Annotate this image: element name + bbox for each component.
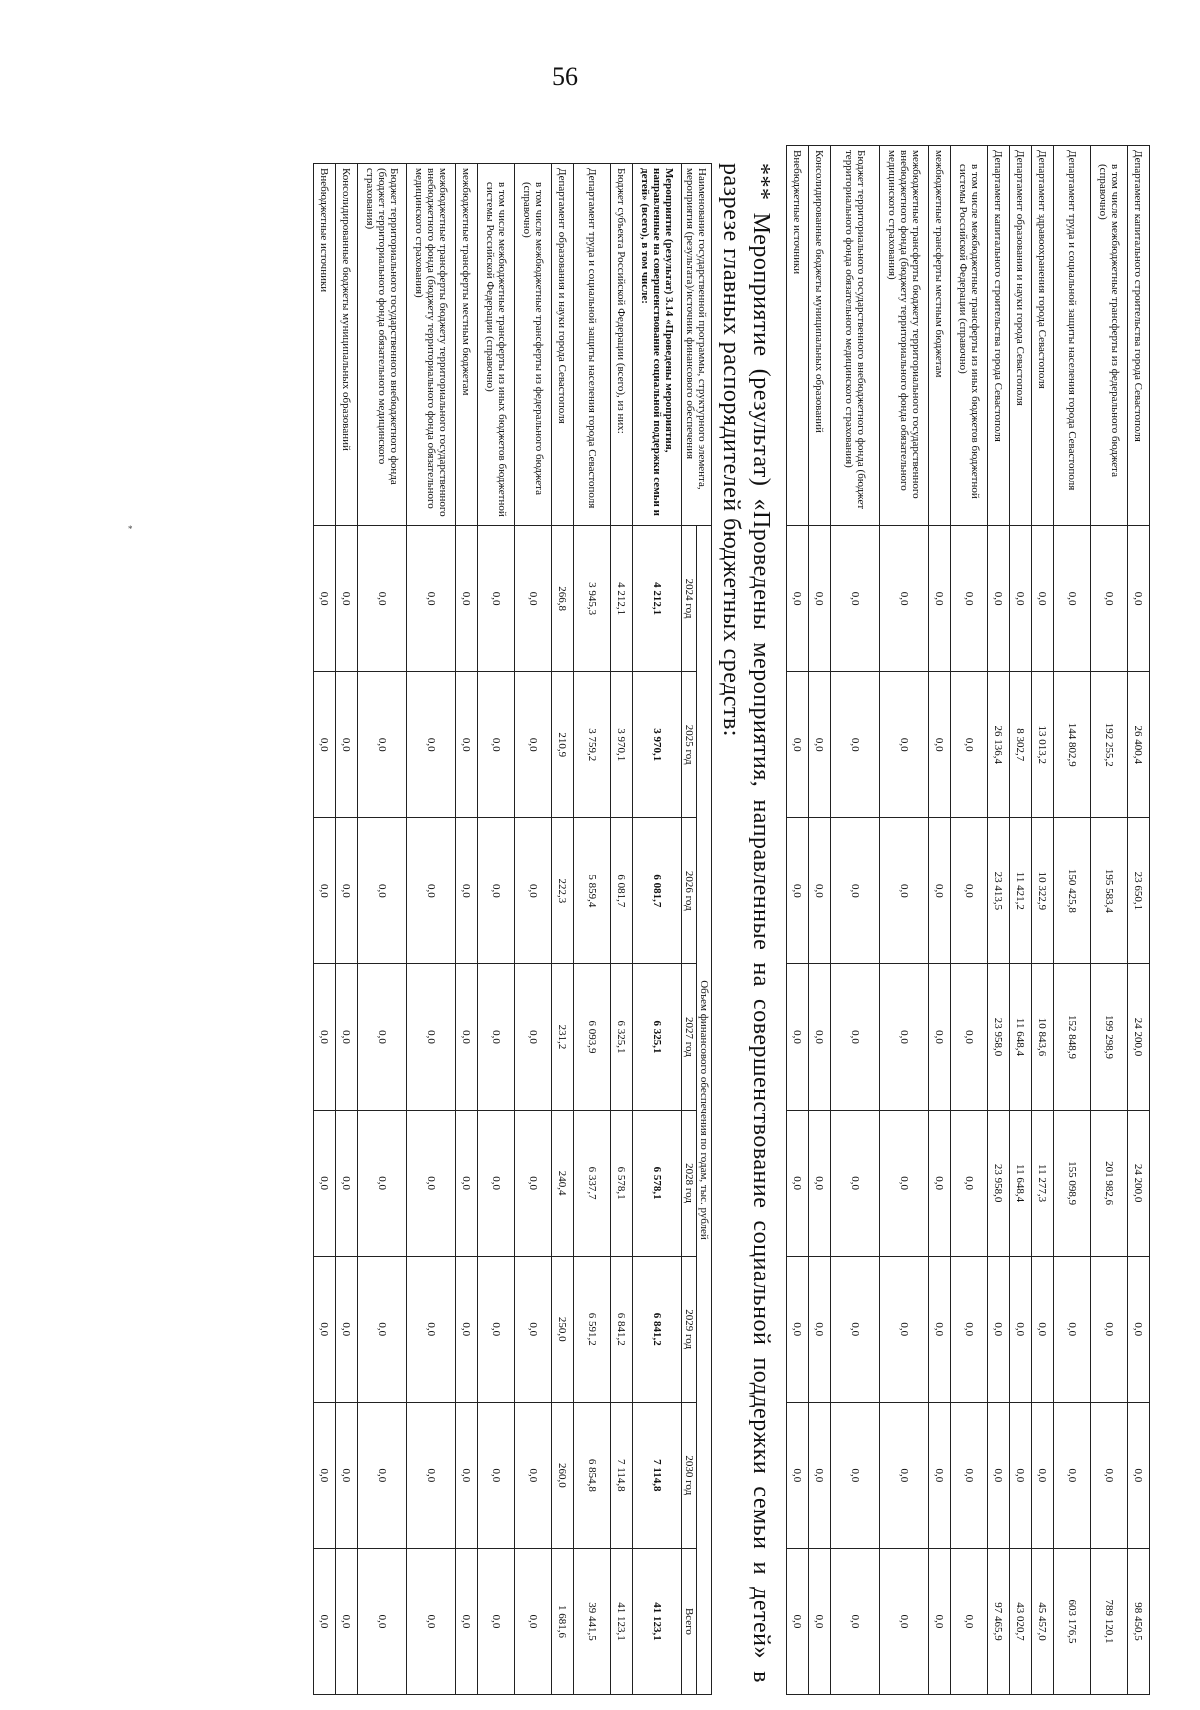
cell-value: 5 859,4 xyxy=(574,818,611,964)
cell-value: 0,0 xyxy=(456,1548,478,1694)
cell-value: 0,0 xyxy=(951,526,988,672)
cell-value: 0,0 xyxy=(1128,1402,1150,1548)
cell-value: 0,0 xyxy=(809,1110,831,1256)
cell-value: 0,0 xyxy=(880,672,929,818)
cell-value: 6 841,2 xyxy=(611,1256,633,1402)
cell-value: 144 802,9 xyxy=(1054,672,1091,818)
cell-value: 0,0 xyxy=(787,526,809,672)
row-label: Бюджет субъекта Российской Федерации (всего), из них: xyxy=(611,164,633,526)
cell-value: 0,0 xyxy=(988,1402,1010,1548)
cell-value: 0,0 xyxy=(407,526,456,672)
cell-value: 0,0 xyxy=(831,1402,880,1548)
year-header: 2024 год xyxy=(682,526,697,672)
cell-value: 0,0 xyxy=(314,1402,336,1548)
cell-value: 250,0 xyxy=(552,1256,574,1402)
cell-value: 0,0 xyxy=(515,1110,552,1256)
cell-value: 0,0 xyxy=(336,672,358,818)
table-row xyxy=(809,146,831,1695)
table-row xyxy=(951,146,988,1695)
cell-value: 0,0 xyxy=(1010,1256,1032,1402)
cell-value: 0,0 xyxy=(314,818,336,964)
cell-value: 0,0 xyxy=(407,1256,456,1402)
row-label: в том числе межбюджетные трансферты из иных бюджетов бюджетной системы Российской Федерации (справочно) xyxy=(478,164,515,526)
row-label: межбюджетные трансферты бюджету территориального государственного внебюджетного фонда (бюджету территориального фонда обязательного медицинского страхования) xyxy=(407,164,456,526)
cell-value: 0,0 xyxy=(336,964,358,1110)
table-row xyxy=(1128,146,1150,1695)
cell-value: 0,0 xyxy=(478,672,515,818)
cell-value: 260,0 xyxy=(552,1402,574,1548)
cell-value: 45 457,0 xyxy=(1032,1548,1054,1694)
cell-value: 0,0 xyxy=(515,1548,552,1694)
cell-value: 0,0 xyxy=(787,964,809,1110)
table-row xyxy=(611,164,633,1695)
section-heading: *** Мероприятие (результат) «Проведены мероприятия, направленные на совершенствование социальной поддержки семьи и детей» в разрезе главных распорядителей бюджетных средств: xyxy=(718,163,774,1683)
cell-value: 199 298,9 xyxy=(1091,964,1128,1110)
cell-value: 0,0 xyxy=(456,818,478,964)
cell-value: 0,0 xyxy=(314,1110,336,1256)
measure-3-14-table xyxy=(313,163,712,1695)
cell-value: 23 650,1 xyxy=(1128,818,1150,964)
cell-value: 0,0 xyxy=(478,1256,515,1402)
cell-value: 0,0 xyxy=(929,1548,951,1694)
budget-table-continued xyxy=(786,145,1150,1695)
cell-value: 6 591,2 xyxy=(574,1256,611,1402)
cell-value: 0,0 xyxy=(314,964,336,1110)
cell-value: 3 970,1 xyxy=(611,672,633,818)
cell-value: 0,0 xyxy=(478,526,515,672)
cell-value: 6 325,1 xyxy=(611,964,633,1110)
cell-value: 0,0 xyxy=(478,818,515,964)
table-row xyxy=(633,164,682,1695)
cell-value: 3 945,3 xyxy=(574,526,611,672)
table-row xyxy=(358,164,407,1695)
row-label: в том числе межбюджетные трансферты из иных бюджетов бюджетной системы Российской Федерации (справочно) xyxy=(951,146,988,526)
cell-value: 0,0 xyxy=(951,1110,988,1256)
cell-value: 0,0 xyxy=(787,1110,809,1256)
cell-value: 0,0 xyxy=(809,1548,831,1694)
cell-value: 0,0 xyxy=(336,1256,358,1402)
cell-value: 0,0 xyxy=(336,818,358,964)
cell-value: 6 578,1 xyxy=(633,1110,682,1256)
row-label: Мероприятие (результат) 3.14 «Проведены мероприятия, направленные на совершенствование социальной поддержки семьи и детей» (всего), в том числе: xyxy=(633,164,682,526)
cell-value: 97 465,9 xyxy=(988,1548,1010,1694)
cell-value: 41 123,1 xyxy=(611,1548,633,1694)
cell-value: 789 120,1 xyxy=(1091,1548,1128,1694)
cell-value: 0,0 xyxy=(929,526,951,672)
cell-value: 0,0 xyxy=(336,526,358,672)
cell-value: 0,0 xyxy=(1091,1402,1128,1548)
cell-value: 0,0 xyxy=(809,818,831,964)
year-header: 2028 год xyxy=(682,1110,697,1256)
table-row xyxy=(929,146,951,1695)
cell-value: 11 421,2 xyxy=(1010,818,1032,964)
cell-value: 0,0 xyxy=(407,1548,456,1694)
cell-value: 0,0 xyxy=(1128,526,1150,672)
cell-value: 0,0 xyxy=(515,672,552,818)
cell-value: 0,0 xyxy=(988,1256,1010,1402)
cell-value: 222,3 xyxy=(552,818,574,964)
cell-value: 0,0 xyxy=(880,818,929,964)
cell-value: 8 302,7 xyxy=(1010,672,1032,818)
row-label: в том числе межбюджетные трансферты из федерального бюджета (справочно) xyxy=(1091,146,1128,526)
row-label: Департамент капитального строительства города Севастополя xyxy=(988,146,1010,526)
table-row xyxy=(314,164,336,1695)
cell-value: 0,0 xyxy=(831,1110,880,1256)
row-label: Департамент капитального строительства города Севастополя xyxy=(1128,146,1150,526)
cell-value: 266,8 xyxy=(552,526,574,672)
cell-value: 0,0 xyxy=(951,672,988,818)
cell-value: 0,0 xyxy=(515,964,552,1110)
cell-value: 4 212,1 xyxy=(633,526,682,672)
cell-value: 0,0 xyxy=(809,672,831,818)
cell-value: 0,0 xyxy=(407,818,456,964)
cell-value: 10 322,9 xyxy=(1032,818,1054,964)
cell-value: 0,0 xyxy=(929,1402,951,1548)
cell-value: 6 081,7 xyxy=(611,818,633,964)
row-label: Бюджет территориального государственного внебюджетного фонда (бюджет территориального фонда обязательного медицинского страхования) xyxy=(831,146,880,526)
cell-value: 0,0 xyxy=(929,818,951,964)
cell-value: 0,0 xyxy=(929,964,951,1110)
cell-value: 152 848,9 xyxy=(1054,964,1091,1110)
cell-value: 0,0 xyxy=(456,964,478,1110)
cell-value: 26 400,4 xyxy=(1128,672,1150,818)
cell-value: 4 212,1 xyxy=(611,526,633,672)
cell-value: 231,2 xyxy=(552,964,574,1110)
cell-value: 6 578,1 xyxy=(611,1110,633,1256)
cell-value: 195 583,4 xyxy=(1091,818,1128,964)
cell-value: 6 841,2 xyxy=(633,1256,682,1402)
cell-value: 0,0 xyxy=(358,1402,407,1548)
cell-value: 6 337,7 xyxy=(574,1110,611,1256)
cell-value: 0,0 xyxy=(478,1110,515,1256)
cell-value: 11 277,3 xyxy=(1032,1110,1054,1256)
cell-value: 0,0 xyxy=(314,672,336,818)
cell-value: 0,0 xyxy=(787,818,809,964)
cell-value: 0,0 xyxy=(407,964,456,1110)
cell-value: 0,0 xyxy=(456,1402,478,1548)
cell-value: 0,0 xyxy=(1010,1402,1032,1548)
cell-value: 155 098,9 xyxy=(1054,1110,1091,1256)
cell-value: 0,0 xyxy=(951,1256,988,1402)
cell-value: 0,0 xyxy=(515,818,552,964)
cell-value: 11 648,4 xyxy=(1010,1110,1032,1256)
cell-value: 0,0 xyxy=(456,1110,478,1256)
cell-value: 0,0 xyxy=(478,1402,515,1548)
cell-value: 0,0 xyxy=(831,964,880,1110)
row-label: межбюджетные трансферты местным бюджетам xyxy=(456,164,478,526)
column-header-name: Наименование государственной программы, структурного элемента, мероприятия (результата)/источник финансового обеспечения xyxy=(682,164,712,526)
cell-value: 0,0 xyxy=(880,964,929,1110)
row-label: Департамент здравоохранения города Севастополя xyxy=(1032,146,1054,526)
cell-value: 6 081,7 xyxy=(633,818,682,964)
cell-value: 0,0 xyxy=(880,1256,929,1402)
cell-value: 0,0 xyxy=(407,672,456,818)
row-label: межбюджетные трансферты местным бюджетам xyxy=(929,146,951,526)
cell-value: 0,0 xyxy=(831,818,880,964)
cell-value: 0,0 xyxy=(1091,526,1128,672)
row-label: Департамент труда и социальной защиты населения города Севастополя xyxy=(574,164,611,526)
cell-value: 0,0 xyxy=(358,526,407,672)
table-row xyxy=(574,164,611,1695)
table-row xyxy=(1054,146,1091,1695)
row-label: Департамент образования и науки города Севастополя xyxy=(552,164,574,526)
row-label: Департамент труда и социальной защиты населения города Севастополя xyxy=(1054,146,1091,526)
cell-value: 0,0 xyxy=(515,1256,552,1402)
cell-value: 0,0 xyxy=(1010,526,1032,672)
cell-value: 0,0 xyxy=(880,526,929,672)
cell-value: 0,0 xyxy=(1032,526,1054,672)
row-label: Внебюджетные источники xyxy=(314,164,336,526)
cell-value: 0,0 xyxy=(336,1402,358,1548)
cell-value: 0,0 xyxy=(1054,1256,1091,1402)
cell-value: 0,0 xyxy=(880,1110,929,1256)
row-label: Бюджет территориального государственного внебюджетного фонда (бюджет территориального фонда обязательного медицинского страхования) xyxy=(358,164,407,526)
table-row xyxy=(407,164,456,1695)
row-label: в том числе межбюджетные трансферты из федерального бюджета (справочно) xyxy=(515,164,552,526)
cell-value: 0,0 xyxy=(809,964,831,1110)
cell-value: 0,0 xyxy=(988,526,1010,672)
year-header: Всего xyxy=(682,1548,697,1694)
cell-value: 0,0 xyxy=(1054,1402,1091,1548)
year-header: 2029 год xyxy=(682,1256,697,1402)
cell-value: 201 982,6 xyxy=(1091,1110,1128,1256)
cell-value: 0,0 xyxy=(358,1110,407,1256)
table-row xyxy=(552,164,574,1695)
cell-value: 24 200,0 xyxy=(1128,1110,1150,1256)
cell-value: 0,0 xyxy=(929,1110,951,1256)
cell-value: 0,0 xyxy=(831,672,880,818)
cell-value: 23 958,0 xyxy=(988,1110,1010,1256)
cell-value: 0,0 xyxy=(831,1256,880,1402)
cell-value: 98 450,5 xyxy=(1128,1548,1150,1694)
cell-value: 6 854,8 xyxy=(574,1402,611,1548)
cell-value: 0,0 xyxy=(880,1548,929,1694)
cell-value: 3 759,2 xyxy=(574,672,611,818)
stray-mark: * xyxy=(128,524,133,534)
cell-value: 0,0 xyxy=(951,1548,988,1694)
cell-value: 0,0 xyxy=(358,672,407,818)
cell-value: 0,0 xyxy=(478,964,515,1110)
table-row xyxy=(1091,146,1128,1695)
table-row xyxy=(515,164,552,1695)
row-label: Внебюджетные источники xyxy=(787,146,809,526)
cell-value: 43 020,7 xyxy=(1010,1548,1032,1694)
cell-value: 0,0 xyxy=(456,672,478,818)
cell-value: 0,0 xyxy=(314,526,336,672)
cell-value: 0,0 xyxy=(787,1256,809,1402)
cell-value: 0,0 xyxy=(1128,1256,1150,1402)
cell-value: 6 325,1 xyxy=(633,964,682,1110)
cell-value: 24 200,0 xyxy=(1128,964,1150,1110)
cell-value: 0,0 xyxy=(358,964,407,1110)
cell-value: 0,0 xyxy=(831,1548,880,1694)
year-header: 2027 год xyxy=(682,964,697,1110)
cell-value: 11 648,4 xyxy=(1010,964,1032,1110)
cell-value: 0,0 xyxy=(407,1402,456,1548)
cell-value: 0,0 xyxy=(809,1256,831,1402)
rotated-page-content xyxy=(190,145,1150,1710)
cell-value: 3 970,1 xyxy=(633,672,682,818)
cell-value: 0,0 xyxy=(787,672,809,818)
cell-value: 0,0 xyxy=(831,526,880,672)
table-row xyxy=(787,146,809,1695)
cell-value: 26 136,4 xyxy=(988,672,1010,818)
cell-value: 0,0 xyxy=(1054,526,1091,672)
cell-value: 0,0 xyxy=(809,526,831,672)
row-label: межбюджетные трансферты бюджету территориального государственного внебюджетного фонда (бюджету территориального фонда обязательного медицинского страхования) xyxy=(880,146,929,526)
table-row xyxy=(988,146,1010,1695)
cell-value: 0,0 xyxy=(456,526,478,672)
cell-value: 0,0 xyxy=(314,1548,336,1694)
cell-value: 0,0 xyxy=(358,818,407,964)
row-label: Консолидированные бюджеты муниципальных образований xyxy=(809,146,831,526)
cell-value: 0,0 xyxy=(336,1548,358,1694)
cell-value: 150 425,8 xyxy=(1054,818,1091,964)
cell-value: 0,0 xyxy=(809,1402,831,1548)
cell-value: 7 114,8 xyxy=(611,1402,633,1548)
table-row xyxy=(831,146,880,1695)
cell-value: 0,0 xyxy=(951,964,988,1110)
cell-value: 13 013,2 xyxy=(1032,672,1054,818)
cell-value: 0,0 xyxy=(358,1256,407,1402)
row-label: Консолидированные бюджеты муниципальных образований xyxy=(336,164,358,526)
cell-value: 0,0 xyxy=(478,1548,515,1694)
cell-value: 240,4 xyxy=(552,1110,574,1256)
year-header: 2026 год xyxy=(682,818,697,964)
cell-value: 0,0 xyxy=(336,1110,358,1256)
cell-value: 0,0 xyxy=(515,1402,552,1548)
cell-value: 0,0 xyxy=(407,1110,456,1256)
table-row xyxy=(880,146,929,1695)
cell-value: 0,0 xyxy=(929,672,951,818)
cell-value: 0,0 xyxy=(1032,1402,1054,1548)
column-header-group: Объем финансового обеспечения по годам, тыс. рублей xyxy=(697,526,712,1695)
table-row xyxy=(478,164,515,1695)
cell-value: 0,0 xyxy=(1032,1256,1054,1402)
cell-value: 23 958,0 xyxy=(988,964,1010,1110)
cell-value: 39 441,5 xyxy=(574,1548,611,1694)
cell-value: 1 681,6 xyxy=(552,1548,574,1694)
cell-value: 0,0 xyxy=(929,1256,951,1402)
cell-value: 0,0 xyxy=(880,1402,929,1548)
table-row xyxy=(1032,146,1054,1695)
cell-value: 0,0 xyxy=(456,1256,478,1402)
year-header: 2025 год xyxy=(682,672,697,818)
cell-value: 0,0 xyxy=(787,1548,809,1694)
cell-value: 603 176,5 xyxy=(1054,1548,1091,1694)
cell-value: 41 123,1 xyxy=(633,1548,682,1694)
cell-value: 7 114,8 xyxy=(633,1402,682,1548)
cell-value: 0,0 xyxy=(787,1402,809,1548)
cell-value: 10 843,6 xyxy=(1032,964,1054,1110)
year-header: 2030 год xyxy=(682,1402,697,1548)
cell-value: 6 093,9 xyxy=(574,964,611,1110)
table-row xyxy=(456,164,478,1695)
cell-value: 0,0 xyxy=(515,526,552,672)
table-row xyxy=(1010,146,1032,1695)
table-row xyxy=(336,164,358,1695)
cell-value: 0,0 xyxy=(358,1548,407,1694)
cell-value: 210,9 xyxy=(552,672,574,818)
cell-value: 192 255,2 xyxy=(1091,672,1128,818)
cell-value: 0,0 xyxy=(951,1402,988,1548)
cell-value: 0,0 xyxy=(314,1256,336,1402)
cell-value: 0,0 xyxy=(951,818,988,964)
cell-value: 0,0 xyxy=(1091,1256,1128,1402)
cell-value: 23 413,5 xyxy=(988,818,1010,964)
row-label: Департамент образования и науки города Севастополя xyxy=(1010,146,1032,526)
page-number: 56 xyxy=(552,62,578,91)
